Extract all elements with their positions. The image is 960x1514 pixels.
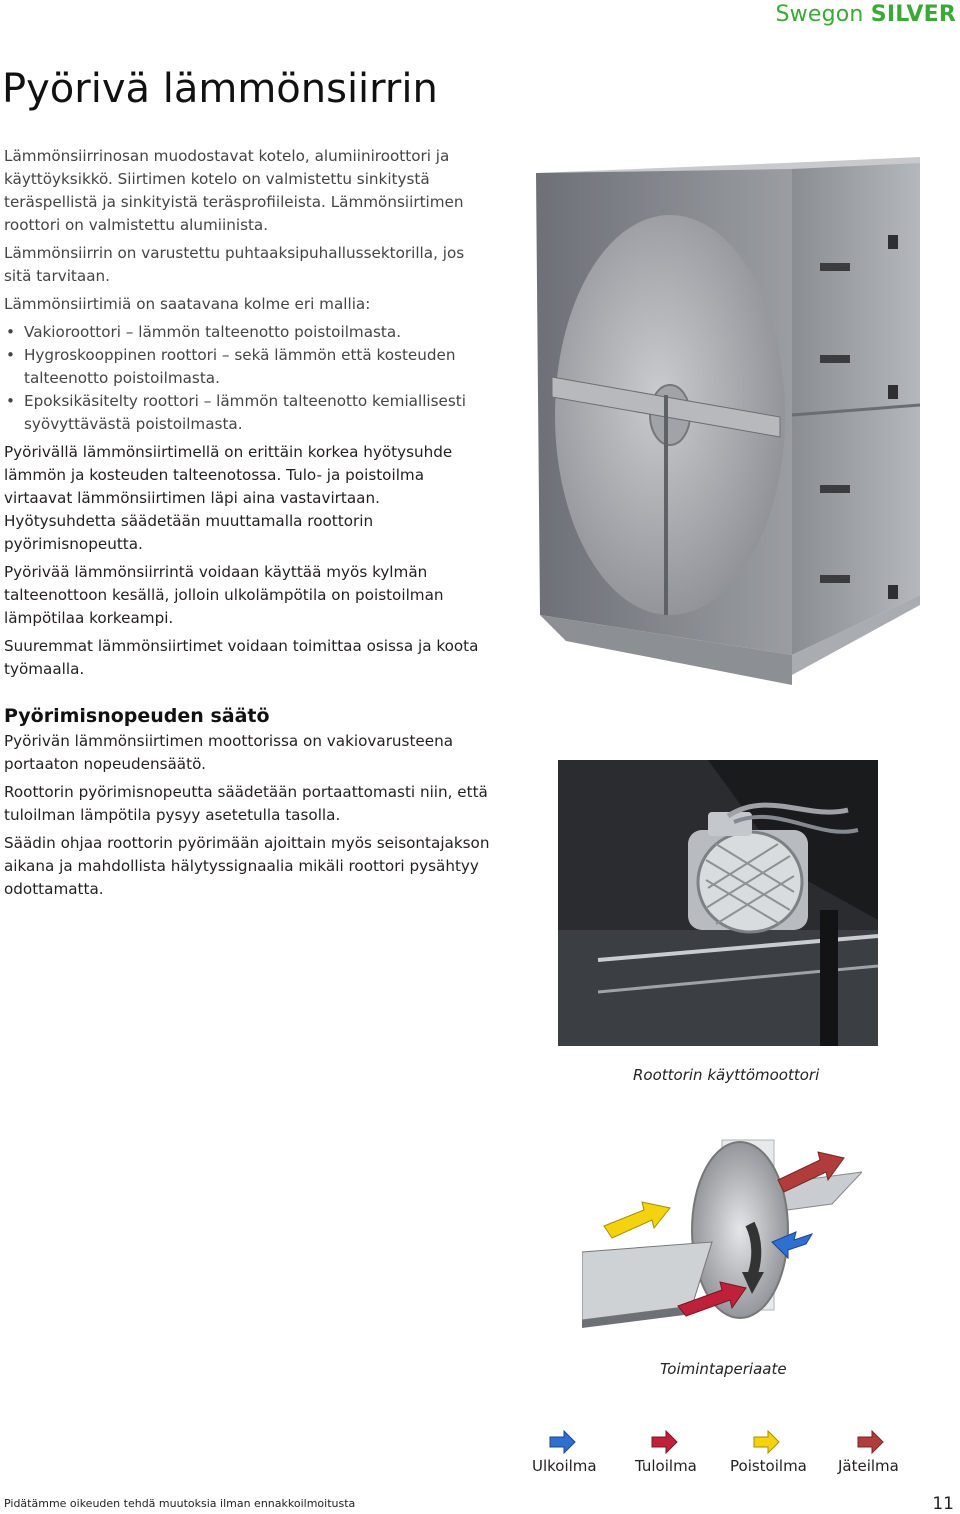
intro-paragraph-2: Lämmönsiirrin on varustettu puhtaaksipuhallussektorilla, jos sitä tarvitaan. <box>4 244 465 285</box>
brand-name: Swegon <box>775 2 864 27</box>
rotor-types-list <box>4 321 490 436</box>
legend-label: Tuloilma <box>635 1457 697 1475</box>
speed-paragraph-1: Pyörivän lämmönsiirtimen moottorissa on vakiovarusteena portaaton nopeudensäätö. <box>4 732 454 773</box>
list-item: • Vakioroottori – lämmön talteenotto poistoilmasta. <box>4 321 490 344</box>
rotor-motor-photo <box>558 760 878 1046</box>
legend-label: Poistoilma <box>730 1457 807 1475</box>
intro-paragraph-1: Lämmönsiirrinosan muodostavat kotelo, alumiiniroottori ja käyttöyksikkö. Siirtimen kotelo on valmistettu sinkitystä teräspellistä ja sinkityistä teräsprofiileista. Lämmönsiirtimen roottori on valmistettu alumiinista. <box>4 147 464 234</box>
list-item: • Epoksikäsitelty roottori – lämmön talteenotto kemiallisesti syövyttävästä poistoilmasta. <box>4 390 490 436</box>
brand-logo <box>776 2 956 27</box>
operating-principle-diagram <box>582 1130 862 1355</box>
blue-arrow-icon <box>548 1430 576 1454</box>
text-column <box>4 145 490 906</box>
caption-motor: Roottorin käyttömoottori <box>633 1066 820 1084</box>
extract-air-arrow-icon <box>604 1202 670 1238</box>
legend-label: Ulkoilma <box>532 1457 597 1475</box>
intro-paragraph-5: Pyörivää lämmönsiirrintä voidaan käyttää myös kylmän talteenottoon kesällä, jolloin ulkolämpötila on poistoilman lämpötilaa korkeampi. <box>4 563 444 627</box>
intro-paragraph-6: Suuremmat lämmönsiirtimet voidaan toimittaa osissa ja koota työmaalla. <box>4 637 479 678</box>
dark-red-arrow-icon <box>856 1430 884 1454</box>
intro-paragraph-3: Lämmönsiirtimiä on saatavana kolme eri mallia: <box>4 295 371 313</box>
page-title: Pyörivä lämmönsiirrin <box>2 66 438 112</box>
rotary-heat-exchanger-photo <box>530 155 930 695</box>
list-item: • Hygroskooppinen roottori – sekä lämmön että kosteuden talteenotto poistoilmasta. <box>4 344 490 390</box>
speed-paragraph-3: Säädin ohjaa roottorin pyörimään ajoittain myös seisontajakson aikana ja mahdollista hälytyssignaalia mikäli roottori pysähtyy odottamatta. <box>4 834 490 898</box>
footer-disclaimer: Pidätämme oikeuden tehdä muutoksia ilman ennakkoilmoitusta <box>4 1497 356 1510</box>
intro-paragraph-4: Pyörivällä lämmönsiirtimellä on erittäin korkea hyötysuhde lämmön ja kosteuden talteenotossa. Tulo- ja poistoilma virtaavat lämmönsiirtimen läpi aina vastavirtaan. Hyötysuhdetta säädetään muuttamalla roottorin pyörimisnopeutta. <box>4 443 453 553</box>
speed-paragraph-2: Roottorin pyörimisnopeutta säädetään portaattomasti niin, että tuloilman lämpötila pysyy asetetulla tasolla. <box>4 783 488 824</box>
caption-principle: Toimintaperiaate <box>660 1360 787 1378</box>
yellow-arrow-icon <box>752 1430 780 1454</box>
brand-product: SILVER <box>870 2 956 27</box>
legend-label: Jäteilma <box>838 1457 899 1475</box>
page-number: 11 <box>932 1494 954 1514</box>
red-arrow-icon <box>650 1430 678 1454</box>
section-heading-speed: Pyörimisnopeuden säätö <box>4 705 270 727</box>
